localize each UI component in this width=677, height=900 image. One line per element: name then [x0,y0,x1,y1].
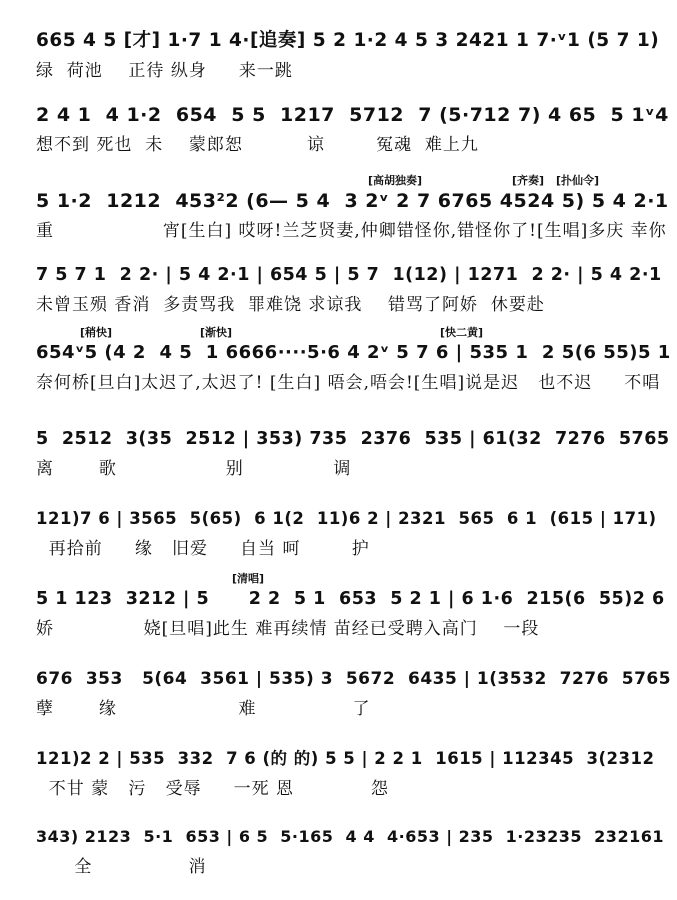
notation-line: 121)2 2 | 535 332 7 6 (的 的) 5 5 | 2 2 1 1615 | 112345 3(2312 [36,749,655,768]
notation-line: 5 1·2 1212 453²2 (6— 5 4 3 2ᵛ 2 7 6765 4524 5) 5 4 2·1 [36,190,669,212]
lyric-line: 奈何桥[旦白]太迟了,太迟了! [生白] 唔会,唔会![生唱]说是迟 也不迟 不唱 [36,373,661,393]
notation-line: 5 2512 3(35 2512 | 353) 735 2376 535 | 61(32 7276 5765 [36,429,670,449]
notation-line: 5 1 123 3212 | 5 2 2 5 1 653 5 2 1 | 6 1·6 215(6 55)2 6 [36,589,665,609]
notation-line: 2 4 1 4 1·2 654 5 5 1217 5712 7 (5·712 7) 4 65 5 1ᵛ4 [36,104,669,126]
lyric-line: 娇 娆[旦唱]此生 难再续情 苗经已受聘入高门 一段 [36,619,540,639]
notation-line: 676 353 5(64 3561 | 535) 3 5672 6435 | 1(3532 7276 5765 [36,669,672,689]
notation-line: 7 5 7 1 2 2· | 5 4 2·1 | 654 5 | 5 7 1(12) | 1271 2 2· | 5 4 2·1 [36,265,662,285]
lyric-line: 未曾玉殒 香消 多责骂我 罪难饶 求谅我 错骂了阿娇 休要赴 [36,295,545,315]
direction-mark: [扑仙令] [556,174,600,187]
direction-mark: [高胡独奏] [368,174,423,187]
direction-mark: [渐快] [200,326,233,339]
lyric-line: 再拾前 缘 旧爱 自当 呵 护 [36,539,370,559]
direction-mark: [齐奏] [512,174,545,187]
notation-line: 121)7 6 | 3565 5(65) 6 1(2 11)6 2 | 2321 565 6 1 (615 | 171) [36,509,657,528]
lyric-line: 不甘 蒙 污 受辱 一死 恩 怨 [36,779,389,799]
direction-mark: [稍快] [80,326,113,339]
lyric-line: 孽 缘 难 了 [36,699,371,719]
direction-mark: [快二黄] [440,326,484,339]
notation-line: 343) 2123 5·1 653 | 6 5 5·165 4 4 4·653 | 235 1·23235 232161 [36,827,664,846]
lyric-line: 重 宵[生白] 哎呀!兰芝贤妻,仲卿错怪你,错怪你了![生唱]多庆 幸你 [36,221,667,241]
lyric-line: 全 消 [36,857,207,877]
direction-mark: [清唱] [232,572,265,585]
lyric-line: 绿 荷池 正待 纵身 来一跳 [36,61,293,81]
lyric-line: 离 歌 别 调 [36,459,352,479]
notation-line: 654ᵛ5 (4 2 4 5 1 6666····5·6 4 2ᵛ 5 7 6 | 535 1 2 5(6 55)5 1 [36,342,671,363]
notation-line: 665 4 5 [才] 1·7 1 4·[追奏] 5 2 1·2 4 5 3 2421 1 7·ᵛ1 (5 7 1) [36,30,660,51]
lyric-line: 想不到 死也 未 蒙郎恕 谅 冤魂 难上九 [36,135,479,155]
